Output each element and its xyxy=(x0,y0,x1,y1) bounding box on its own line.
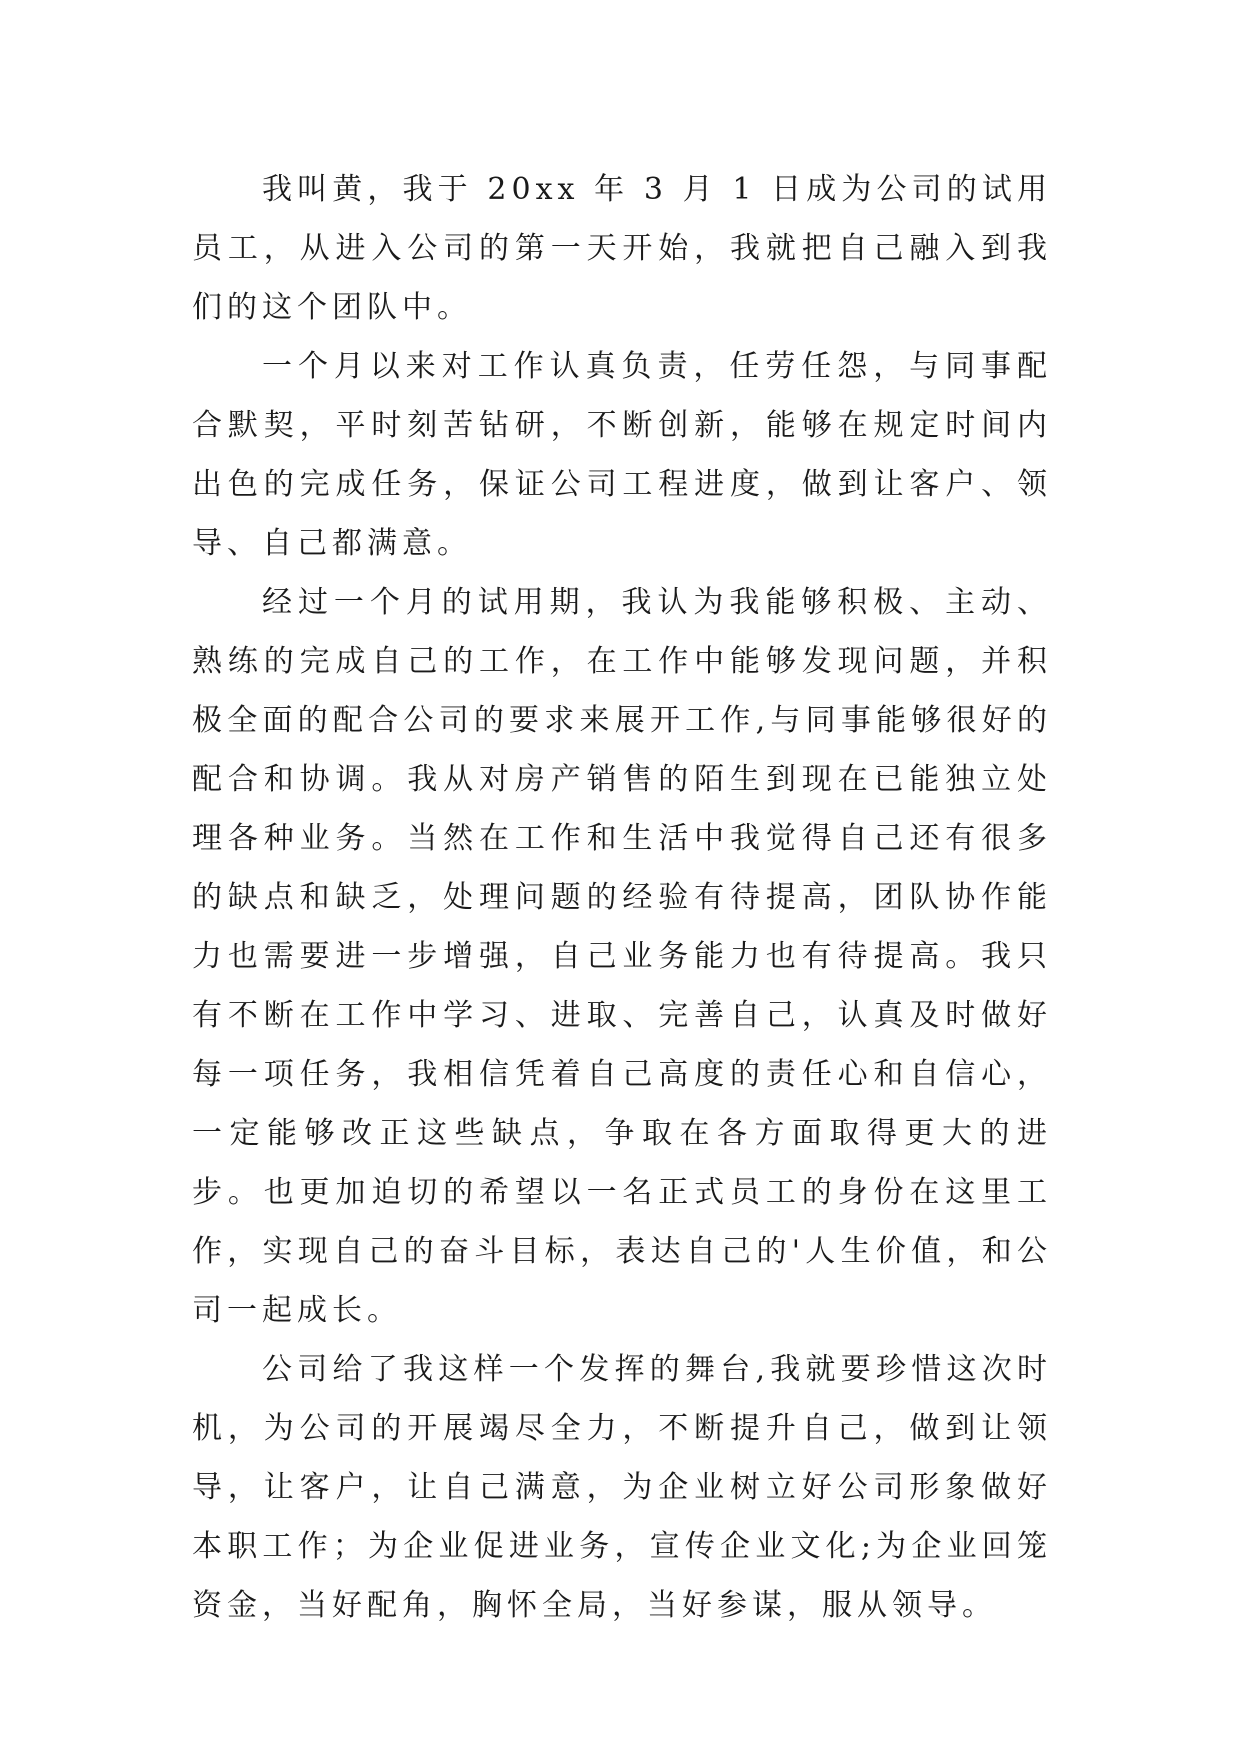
paragraph-4: 公司给了我这样一个发挥的舞台,我就要珍惜这次时机，为公司的开展竭尽全力，不断提升自己，做到让领导，让客户，让自己满意，为企业树立好公司形象做好本职工作；为企业促进业务，宣传企业文化;为企业回笼资金，当好配角，胸怀全局，当好参谋，服从领导。 xyxy=(192,1352,1052,1623)
paragraph-2: 一个月以来对工作认真负责，任劳任怨，与同事配合默契，平时刻苦钻研，不断创新，能够在规定时间内出色的完成任务，保证公司工程进度，做到让客户、领导、自己都满意。 xyxy=(192,349,1052,561)
paragraph-1: 我叫黄，我于 20xx 年 3 月 1 日成为公司的试用员工，从进入公司的第一天开始，我就把自己融入到我们的这个团队中。 xyxy=(192,172,1052,325)
document-body xyxy=(192,160,1052,1635)
paragraph-3: 经过一个月的试用期，我认为我能够积极、主动、熟练的完成自己的工作，在工作中能够发现问题，并积极全面的配合公司的要求来展开工作,与同事能够很好的配合和协调。我从对房产销售的陌生到现在已能独立处理各种业务。当然在工作和生活中我觉得自己还有很多的缺点和缺乏，处理问题的经验有待提高，团队协作能力也需要进一步增强，自己业务能力也有待提高。我只有不断在工作中学习、进取、完善自己，认真及时做好每一项任务，我相信凭着自己高度的责任心和自信心，一定能够改正这些缺点，争取在各方面取得更大的进步。也更加迫切的希望以一名正式员工的身份在这里工作，实现自己的奋斗目标，表达自己的'人生价值，和公司一起成长。 xyxy=(192,585,1052,1328)
